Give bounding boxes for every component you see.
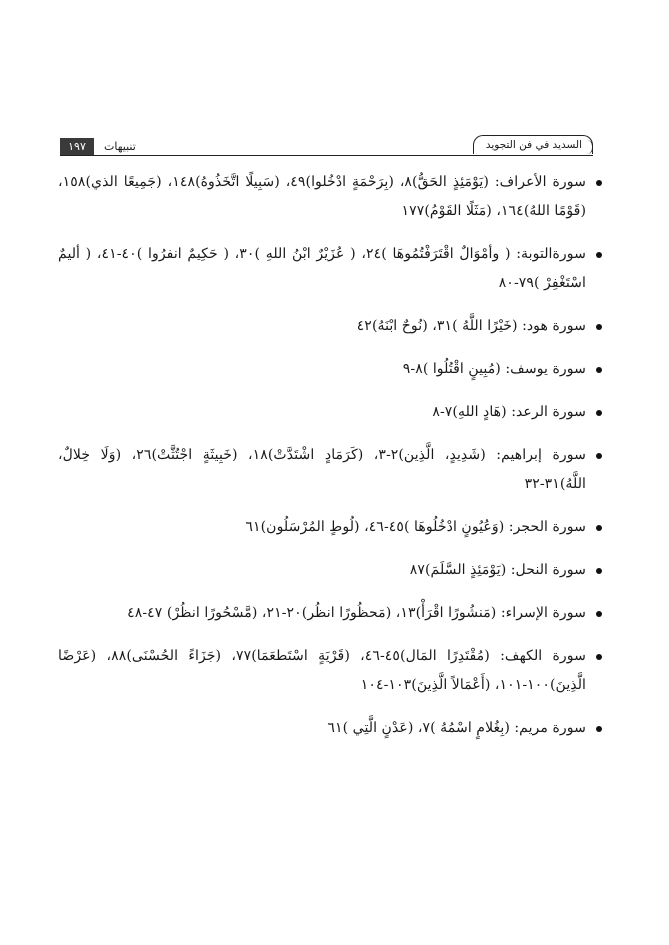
- header-rule: [60, 155, 593, 156]
- bullet-icon: [596, 324, 602, 330]
- entry-text: سورة الإسراء: (مَنشُورًا اقْرَأْ)١٣، (مَحظُورًا انظُر)٢٠-٢١، (مَّسْحُورًا انظُرْ) ٤٧-٤٨: [127, 605, 586, 621]
- entry-text: سورة الرعد: (هَادٍ اللهِ)٧-٨: [432, 404, 586, 420]
- entry-text: سورة يوسف: (مُبِينٍ اقْتُلُوا )٨-٩: [402, 361, 586, 377]
- running-header: [60, 137, 593, 157]
- page-number: ١٩٧: [60, 138, 94, 155]
- entry-text: سورة هود: (خَيْرًا اللَّهُ )٣١، (نُوحٌ ابْنَهُ)٤٢: [356, 318, 586, 334]
- entry-text: سورة الكهف: (مُقْتَدِرًا المَال)٤٥-٤٦، (قَرْيَةٍ اسْتَطعَمَا)٧٧، (جَزَاءً الحُسْنَى)٨٨، (عَرْضًا الَّذِينَ)١٠٠-١٠١، (أَعْمَالاً الَّذِينَ)١٠٣-١٠٤: [58, 648, 586, 693]
- list-item: [58, 240, 602, 298]
- bullet-icon: [596, 180, 602, 186]
- list-item: [58, 168, 602, 226]
- list-item: [58, 599, 602, 628]
- surah-entry-list: [58, 168, 602, 757]
- section-label: تنبيهات: [104, 140, 136, 153]
- tab-curl-decoration: [586, 140, 593, 154]
- entry-text: سورة الأعراف: (يَوْمَئِذٍ الحَقُّ)٨، (بِرَحْمَةٍ ادْخُلوا)٤٩، (سَبِيلًا اتَّخَذُوهُ)١٤٨، (جَمِيعًا الذي)١٥٨، (قَوْمًا اللهُ)١٦٤، (مَثَلًا القَوْمُ)١٧٧: [58, 174, 586, 219]
- bullet-icon: [596, 410, 602, 416]
- entry-text: سورة الحجر: (وَعُيُونٍ ادْخُلُوهَا )٤٥-٤٦، (لُوطٍ المُرْسَلُون)٦١: [245, 519, 586, 535]
- list-item: [58, 398, 602, 427]
- bullet-icon: [596, 726, 602, 732]
- bullet-icon: [596, 611, 602, 617]
- list-item: [58, 642, 602, 700]
- entry-text: سورة مريم: (بِغُلامٍ اسْمُهُ )٧، (عَدْنٍ الَّتِي )٦١: [327, 720, 586, 736]
- entry-text: سورة النحل: (يَوْمَئِذٍ السَّلَمَ)٨٧: [409, 562, 586, 578]
- bullet-icon: [596, 525, 602, 531]
- bullet-icon: [596, 654, 602, 660]
- entry-text: سورة إبراهيم: (شَدِيدٍ، الَّذِين)٢-٣، (كَرَمَادٍ اشْتَدَّتْ)١٨، (خَبِيثَةٍ اجْتُثَّتْ)٢٦، (وَلَا خِلالٌ، اللَّهُ)٣١-٣٢: [58, 447, 586, 492]
- list-item: [58, 556, 602, 585]
- bullet-icon: [596, 252, 602, 258]
- list-item: [58, 355, 602, 384]
- list-item: [58, 513, 602, 542]
- book-title: السديد في فن التجويد: [485, 139, 582, 151]
- list-item: [58, 441, 602, 499]
- entry-text: سورةالتوبة: ( وأمْوَالٌ اقْتَرَفْتُمُوهَا )٢٤، ( عُزَيْرٌ ابْنُ اللهِ )٣٠، ( حَكِيمٌ انفرُوا )٤٠-٤١، ( أليمٌ اسْتَغْفِرْ )٧٩-٨٠: [58, 246, 586, 291]
- book-title-tab: [473, 135, 593, 154]
- bullet-icon: [596, 568, 602, 574]
- bullet-icon: [596, 453, 602, 459]
- list-item: [58, 312, 602, 341]
- bullet-icon: [596, 367, 602, 373]
- list-item: [58, 714, 602, 743]
